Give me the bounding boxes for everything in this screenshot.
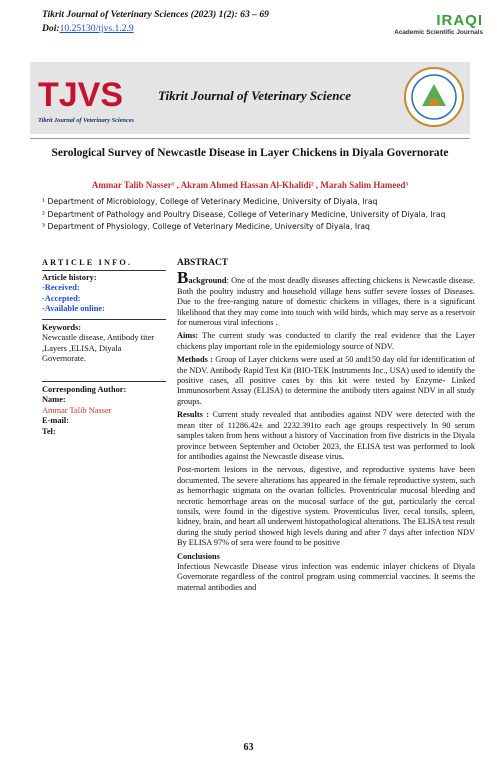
keywords-text: Newcastle disease, Antibody titer ,Layers ,ELISA, Diyala Governorate.: [42, 333, 155, 363]
background-label: ackground: [188, 276, 227, 286]
iraqi-journals-logo[interactable]: [394, 12, 483, 36]
methods-text: Group of Layer chickens were used at 50 and150 day old for identification of the NDV. Antibody Rapid Test Kit (BIO-TEK Instruments Inc., USA) used to identify the positive cases, all positive cases by this kit were tested by Enzyme- Linked Immunosorbent Assay (ELISA) to determine the antibody titers against NDV in all study groups.: [177, 355, 475, 406]
abstract-postmortem: Post-mortem lesions in the nervous, digestive, and reproductive systems have been documented. The severe alterations has appeared in the female reproductive system, such as hemorrhagic stigmata on the ovarian follicles. Proventricular mucosal bleeding and necrotic hemorrhage areas on the mucosal surface of the gut, particularly the cercal tonsils, were found in the digestive system. Proventiculus liver, cecal tonsils, spleen, kidney, brain, and heart all underwent histopathological alterations. The ELISA test result during the study period showed high levels during and after 7 days after infection NDV By ELISA 97% of sera were found to be positive: [177, 465, 475, 548]
conclusions-text: Infectious Newcastle Disease virus infection was endemic inlayer chickens of Diyala Governorate regardless of the control program using commercial vaccines. It seems the maternal antibodies and: [177, 561, 475, 592]
journal-citation-header: [42, 8, 269, 36]
tjvs-logo-letters: TJVS: [38, 76, 124, 114]
abstract-methods: [177, 355, 475, 407]
abstract-heading: ABSTRACT: [177, 258, 229, 268]
iraqi-logo-word: IRAQI: [436, 12, 483, 29]
conclusions-label: Conclusions: [177, 551, 220, 561]
results-label: Results :: [177, 410, 210, 420]
article-info-heading: ARTICLE INFO.: [42, 258, 166, 271]
article-info-column: [42, 258, 166, 437]
affiliation-1: ¹ Department of Microbiology, College of Veterinary Medicine, University of Diyala, Iraq: [42, 197, 378, 206]
affiliations: [42, 196, 462, 234]
email-label: E-mail:: [42, 416, 69, 425]
abstract-column: [177, 258, 475, 596]
paper-title: Serological Survey of Newcastle Disease in Layer Chickens in Diyala Governorate: [51, 147, 449, 159]
doi-label: Doi:: [42, 23, 60, 34]
corresponding-author-label: Corresponding Author:: [42, 384, 127, 394]
header-divider: [30, 138, 470, 139]
info-divider-2: [42, 381, 166, 382]
background-text: : One of the most deadly diseases affecting chickens is Newcastle disease. Both the poultry industry and household village hens suffer severe losses of Diseases. Due to the free-ranging nature of domestic chickens in villages, there is a significant likelihood that they may come into touch with wild birds, which may serve as a reservoir for numerous viral infections .: [177, 276, 475, 328]
accepted-label: -Accepted:: [42, 293, 81, 303]
available-online-label: -Available online:: [42, 304, 105, 313]
journal-citation-line: Tikrit Journal of Veterinary Sciences (2023) 1(2): 63 – 69: [42, 9, 269, 20]
university-seal-icon: [403, 66, 465, 128]
journal-name: Tikrit Journal of Veterinary Science: [158, 88, 352, 103]
iraqi-logo-subtitle: Academic Scientific Journals: [394, 29, 483, 36]
aims-label: Aims:: [177, 331, 199, 341]
abstract-results: [177, 410, 475, 462]
page-number: 63: [243, 742, 254, 753]
keywords-label: Keywords:: [42, 322, 82, 332]
results-text: Current study revealed that antibodies against NDV were detected with the mean titer of 11286.42± and 2232.391to each age groups respectively In 90 serum samples taken from hens without a history of Vaccination from five districts in the Diyala province between September and October 2023, the ELISA test was performed to look for antibodies against the Newcastle disease virus.: [177, 410, 476, 461]
tjvs-logo-subtext: Tikrit Journal of Veterinary Sciences: [38, 117, 134, 124]
corresponding-author-name: Ammar Talib Nasser: [42, 405, 112, 415]
methods-label: Methods :: [177, 355, 213, 365]
info-divider: [42, 319, 166, 320]
aims-text: The current study was conducted to clarify the real evidence that the Layer chickens play important role in the epidemiology source of NDV.: [177, 331, 475, 351]
article-history-label: Article history:: [42, 272, 97, 282]
affiliation-3: ³ Department of Physiology, College of Veterinary Medicine, University of Diyala, Iraq: [42, 222, 370, 231]
received-label: -Received:: [42, 283, 80, 292]
tjvs-logo: [34, 66, 134, 128]
name-label: Name:: [42, 395, 66, 404]
abstract-dropcap: B: [177, 268, 189, 288]
affiliation-2: ² Department of Pathology and Poultry Disease, College of Veterinary Medicine, University of Diyala, Iraq: [42, 209, 446, 219]
author-list: Ammar Talib Nasser¹ , Akram Ahmed Hassan Al-Khalidi² , Marah Salim Hameed³: [91, 180, 409, 190]
abstract-aims: [177, 331, 475, 352]
doi-link[interactable]: 10.25130/tjvs.1.2.9: [59, 23, 134, 34]
abstract-background: [177, 268, 475, 328]
tel-label: Tel:: [42, 426, 56, 436]
